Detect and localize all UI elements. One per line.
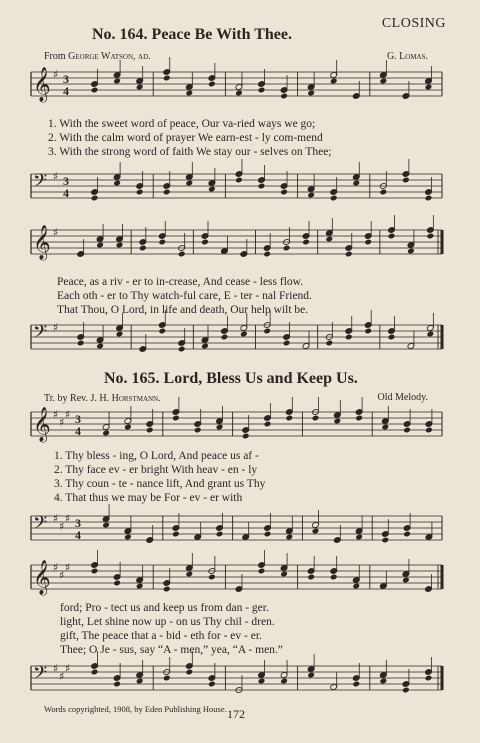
time-signature-bottom: 4	[75, 528, 81, 542]
time-signature-top: 3	[63, 174, 69, 188]
hymn-165-system-1-treble	[0, 404, 480, 444]
time-signature-bottom: 4	[63, 186, 69, 200]
time-signature-bottom: 4	[63, 84, 69, 98]
note-head	[388, 233, 396, 240]
hymn-165-translator	[44, 393, 161, 404]
note-head	[208, 81, 216, 88]
note-head	[235, 177, 243, 184]
note-head	[208, 681, 216, 688]
note-head	[139, 245, 147, 252]
hymn-165-melody: Old Melody.	[377, 392, 428, 403]
note-head	[280, 189, 288, 196]
lyric-line: 4. That thus we may be For - ev - er with	[54, 492, 243, 504]
note-head	[208, 186, 216, 193]
note-head	[163, 75, 171, 82]
sharp-icon: ♯	[65, 561, 71, 574]
hymn-164-system-2-bass	[0, 317, 480, 357]
note-head	[355, 415, 363, 422]
lyric-line: Peace, as a riv - er to in-crease, And cease - less flow.	[57, 276, 304, 288]
sharp-icon: ♯	[53, 321, 59, 334]
note-head	[402, 177, 410, 184]
note-head	[402, 687, 410, 694]
note-head	[325, 340, 333, 347]
note-head	[242, 433, 250, 440]
sharp-icon: ♯	[53, 408, 59, 421]
note-head	[91, 87, 99, 94]
note-head	[201, 343, 209, 350]
sharp-icon: ♯	[53, 170, 59, 183]
note-head	[285, 415, 293, 422]
note-head	[185, 180, 193, 187]
note-head	[425, 675, 433, 682]
hymn-164-source-prefix: From	[44, 51, 66, 62]
note-head	[172, 531, 180, 538]
note-head	[364, 239, 372, 246]
note-head	[355, 534, 363, 541]
note-head	[380, 189, 388, 196]
note-head	[263, 251, 271, 258]
note-head	[258, 87, 266, 94]
copyright-notice: Words copyrighted, 1908, by Eden Publishing House.	[44, 704, 227, 714]
sharp-icon: ♯	[65, 408, 71, 421]
note-head	[352, 681, 360, 688]
note-head	[325, 236, 333, 243]
sharp-icon: ♯	[65, 662, 71, 675]
note-head	[425, 427, 433, 434]
hymn-164-composer: G. Lomas.	[386, 51, 428, 62]
note-head	[96, 242, 104, 249]
sharp-icon: ♯	[53, 561, 59, 574]
note-head	[113, 180, 121, 187]
lyric-line: Each oth - er to Thy watch-ful care, E - ter - nal Friend.	[57, 290, 312, 302]
note-head	[330, 195, 338, 202]
note-head	[283, 340, 291, 347]
bass-clef-icon: 𝄢	[33, 322, 48, 347]
note-head	[178, 346, 186, 353]
bass-clef-icon: 𝄢	[33, 513, 48, 538]
note-head	[312, 415, 320, 422]
page-number: 172	[227, 707, 245, 721]
lyric-line: 1. With the sweet word of peace, Our va-ried ways we go;	[48, 118, 316, 130]
note-head	[102, 522, 110, 529]
note-head	[263, 328, 271, 335]
lyric-line: light, Let shine now up - on us Thy chil - dren.	[60, 616, 275, 628]
note-head	[425, 195, 433, 202]
note-head	[163, 675, 171, 682]
hymn-165-title: No. 165. Lord, Bless Us and Keep Us.	[104, 370, 358, 387]
note-head	[136, 189, 144, 196]
note-head	[345, 251, 353, 258]
hymn-165-translator-prefix: Tr. by Rev. J. H.	[44, 393, 110, 404]
note-head	[258, 183, 266, 190]
note-head	[352, 583, 360, 590]
hymn-165-system-2-treble	[0, 557, 480, 597]
note-head	[380, 678, 388, 685]
note-head	[91, 568, 99, 575]
hymn-164-system-1-bass	[0, 166, 480, 206]
section-label: CLOSING	[381, 16, 446, 31]
note-head	[403, 531, 411, 538]
lyric-line: gift, The peace that a - bid - eth for - ev - er.	[60, 630, 262, 642]
sharp-icon: ♯	[59, 569, 65, 582]
note-head	[380, 78, 388, 85]
note-head	[307, 192, 315, 199]
note-head	[283, 245, 291, 252]
hymn-164-title: No. 164. Peace Be With Thee.	[92, 26, 292, 43]
note-head	[185, 90, 193, 97]
hymn-164-system-1-treble	[0, 64, 480, 104]
note-head	[124, 534, 132, 541]
note-head	[333, 418, 341, 425]
note-head	[352, 180, 360, 187]
note-head	[312, 528, 320, 535]
note-head	[163, 586, 171, 593]
hymn-165-system-2-bass	[0, 658, 480, 698]
note-head	[201, 239, 209, 246]
note-head	[381, 537, 389, 544]
note-head	[427, 331, 435, 338]
note-head	[302, 239, 310, 246]
note-head	[221, 334, 229, 341]
note-head	[307, 574, 315, 581]
note-head	[307, 90, 315, 97]
sharp-icon: ♯	[59, 670, 65, 683]
note-head	[381, 424, 389, 431]
sharp-icon: ♯	[65, 512, 71, 525]
sharp-icon: ♯	[53, 226, 59, 239]
treble-clef-icon: 𝄞	[33, 67, 51, 102]
note-head	[264, 531, 272, 538]
note-head	[388, 334, 396, 341]
hymn-164-source	[44, 51, 151, 62]
note-head	[264, 421, 272, 428]
note-head	[407, 248, 415, 255]
treble-clef-icon: 𝄞	[33, 225, 51, 260]
hymn-165-translator-name: Horstmann.	[111, 393, 161, 404]
lyric-line: 2. Thy face ev - er bright With heav - en - ly	[54, 464, 258, 476]
note-head	[178, 251, 186, 258]
treble-clef-icon: 𝄞	[33, 560, 51, 595]
note-head	[216, 424, 224, 431]
note-head	[402, 577, 410, 584]
hymn-164-system-2-treble	[0, 222, 480, 262]
note-head	[136, 583, 144, 590]
lyric-line: ford; Pro - tect us and keep us from dan - ger.	[60, 602, 269, 614]
note-head	[403, 427, 411, 434]
sharp-icon: ♯	[53, 662, 59, 675]
lyric-line: 3. With the strong word of faith We stay our - selves on Thee;	[48, 146, 332, 158]
note-head	[124, 424, 132, 431]
time-signature-bottom: 4	[75, 424, 81, 438]
note-head	[345, 334, 353, 341]
note-head	[102, 430, 110, 437]
lyric-line: 3. Thy coun - te - nance lift, And grant us Thy	[54, 478, 266, 490]
note-head	[163, 189, 171, 196]
note-head	[330, 78, 338, 85]
time-signature-top: 3	[75, 412, 81, 426]
note-head	[136, 84, 144, 91]
note-head	[240, 331, 248, 338]
hymn-165-system-1-bass	[0, 508, 480, 548]
note-head	[113, 681, 121, 688]
note-head	[96, 343, 104, 350]
note-head	[194, 427, 202, 434]
note-head	[185, 571, 193, 578]
note-head	[258, 678, 266, 685]
note-head	[91, 195, 99, 202]
time-signature-top: 3	[63, 72, 69, 86]
sharp-icon: ♯	[53, 68, 59, 81]
note-head	[364, 328, 372, 335]
note-head	[185, 669, 193, 676]
note-head	[116, 242, 124, 249]
note-head	[158, 328, 166, 335]
note-head	[285, 534, 293, 541]
treble-clef-icon: 𝄞	[33, 407, 51, 442]
bass-clef-icon: 𝄢	[33, 171, 48, 196]
note-head	[330, 574, 338, 581]
note-head	[307, 672, 315, 679]
note-head	[258, 568, 266, 575]
note-head	[425, 84, 433, 91]
sharp-icon: ♯	[53, 512, 59, 525]
lyric-line: That Thou, O Lord, in life and death, Our help wilt be.	[57, 304, 309, 316]
note-head	[172, 415, 180, 422]
note-head	[146, 427, 154, 434]
note-head	[280, 571, 288, 578]
bass-clef-icon: 𝄢	[33, 663, 48, 688]
note-head	[427, 233, 435, 240]
note-head	[158, 239, 166, 246]
note-head	[280, 678, 288, 685]
note-head	[208, 574, 216, 581]
note-head	[113, 580, 121, 587]
note-head	[136, 678, 144, 685]
lyric-line: 1. Thy bless - ing, O Lord, And peace us af -	[54, 450, 259, 462]
lyric-line: Thee; O Je - sus, say “A - men,” yea, “A - men.”	[60, 644, 283, 656]
note-head	[216, 531, 224, 538]
lyric-line: 2. With the calm word of prayer We earn-est - ly com-mend	[48, 132, 323, 144]
note-head	[116, 331, 124, 338]
hymn-164-source-name: George Watson, ad.	[68, 51, 151, 62]
note-head	[77, 340, 85, 347]
note-head	[113, 78, 121, 85]
note-head	[91, 669, 99, 676]
note-head	[235, 90, 243, 97]
sharp-icon: ♯	[59, 520, 65, 533]
time-signature-top: 3	[75, 516, 81, 530]
note-head	[280, 93, 288, 100]
sharp-icon: ♯	[59, 416, 65, 429]
